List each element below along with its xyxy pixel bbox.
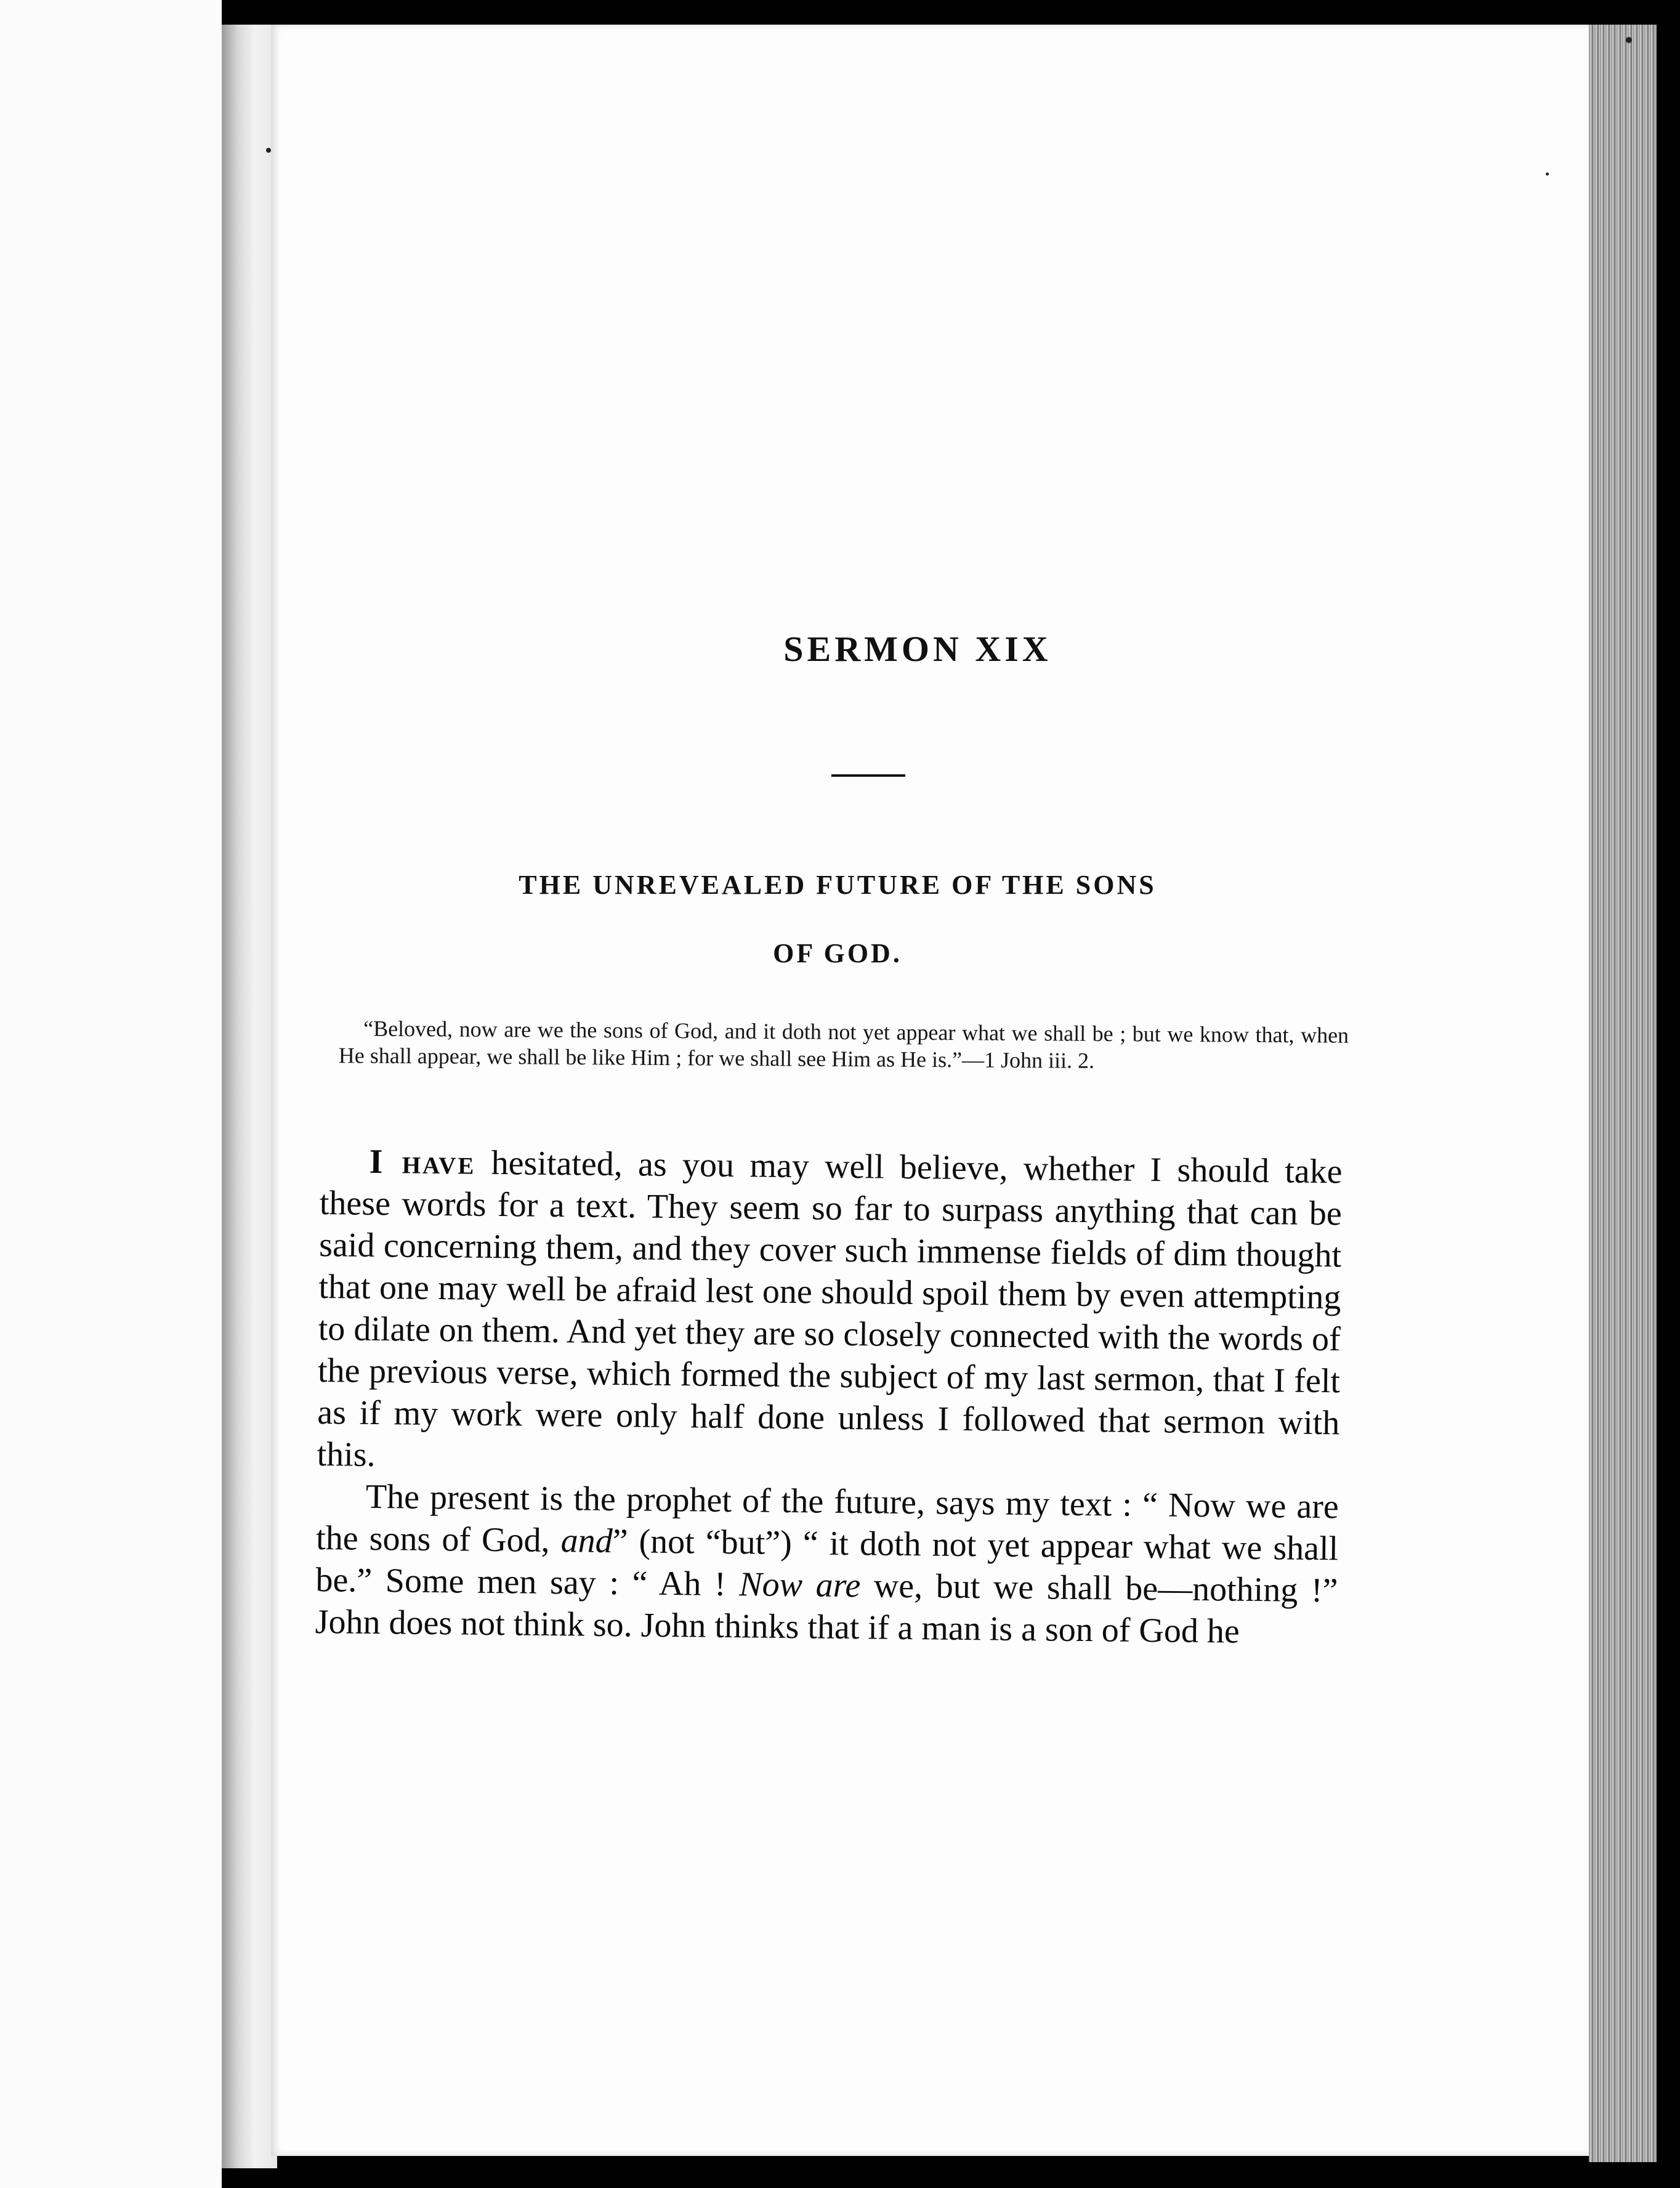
left-page (0, 0, 222, 2188)
sermon-title (406, 869, 1269, 969)
scan-speck (266, 148, 271, 153)
paragraph-2-part-a: The present is the prophet of the future, says my text : “ Now we are the sons of God, (315, 1477, 1339, 1560)
paragraph-1-lead: I have (369, 1142, 476, 1182)
paragraph-2-and: and (560, 1521, 613, 1561)
scripture-epigraph: “Beloved, now are we the sons of God, and it doth not yet appear what we shall be ; but we know that, when He shall appear, we shall be like Him ; for we shall see Him as He is.”—1 John iii. 2. (338, 1016, 1349, 1073)
paragraph-2 (315, 1475, 1339, 1653)
sermon-body (315, 1140, 1342, 1653)
paragraph-1 (317, 1140, 1343, 1486)
paragraph-1-text: hesitated, as you may well believe, whether I should take these words for a text. They seem so far to surpass anything that can be said concerning them, and they cover such immense fields of dim thought that one may well be afraid lest one should spoil them by even attempting to dilate on them. And yet they are so closely connected with the words of the previous verse, which formed the subject of my last sermon, that I felt as if my work were only half done unless I followed that sermon with this. (317, 1143, 1343, 1474)
page-text-block (315, 628, 1355, 1651)
page-fore-edge (1589, 25, 1657, 2162)
paragraph-2-now-are: Now are (739, 1565, 861, 1605)
heading-rule (831, 774, 905, 777)
scan-speck (1626, 37, 1632, 43)
book-gutter (222, 25, 277, 2168)
scan-speck (1546, 172, 1549, 176)
sermon-number: SERMON XIX (783, 629, 1052, 669)
sermon-title-line-2: OF GOD. (773, 938, 902, 968)
paragraph-2-part-c: we, but we shall be—nothing !” John does not think so. John thinks that if a man is a son of God he (315, 1566, 1338, 1651)
paragraph-2-part-b: ” (not “but”) “ it doth not yet appear what we shall be.” Some men say : “ Ah ! (315, 1522, 1339, 1604)
sermon-title-line-1: THE UNREVEALED FUTURE OF THE SONS (519, 870, 1157, 900)
